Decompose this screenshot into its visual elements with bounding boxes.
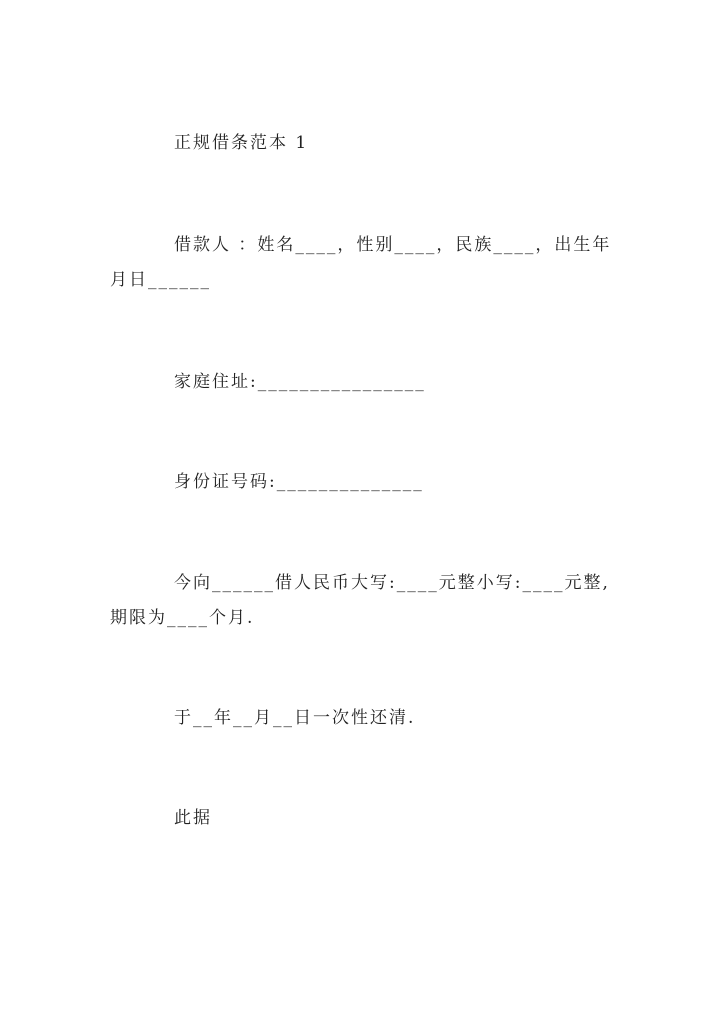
id-number-line: 身份证号码:______________ xyxy=(174,472,424,492)
loan-terms-line-2: 期限为____个月. xyxy=(110,608,255,628)
closing-text: 此据 xyxy=(174,808,212,828)
document-title: 正规借条范本 1 xyxy=(174,133,309,153)
borrower-info-line-1: 借款人 ：姓名____，性别____，民族____，出生年 xyxy=(174,235,612,255)
address-line: 家庭住址:________________ xyxy=(174,372,426,392)
borrower-info-line-2: 月日______ xyxy=(110,270,211,290)
loan-terms-line-1: 今向______借人民币大写:____元整小写:____元整, xyxy=(174,573,610,593)
repayment-line: 于__年__月__日一次性还清. xyxy=(174,708,416,728)
